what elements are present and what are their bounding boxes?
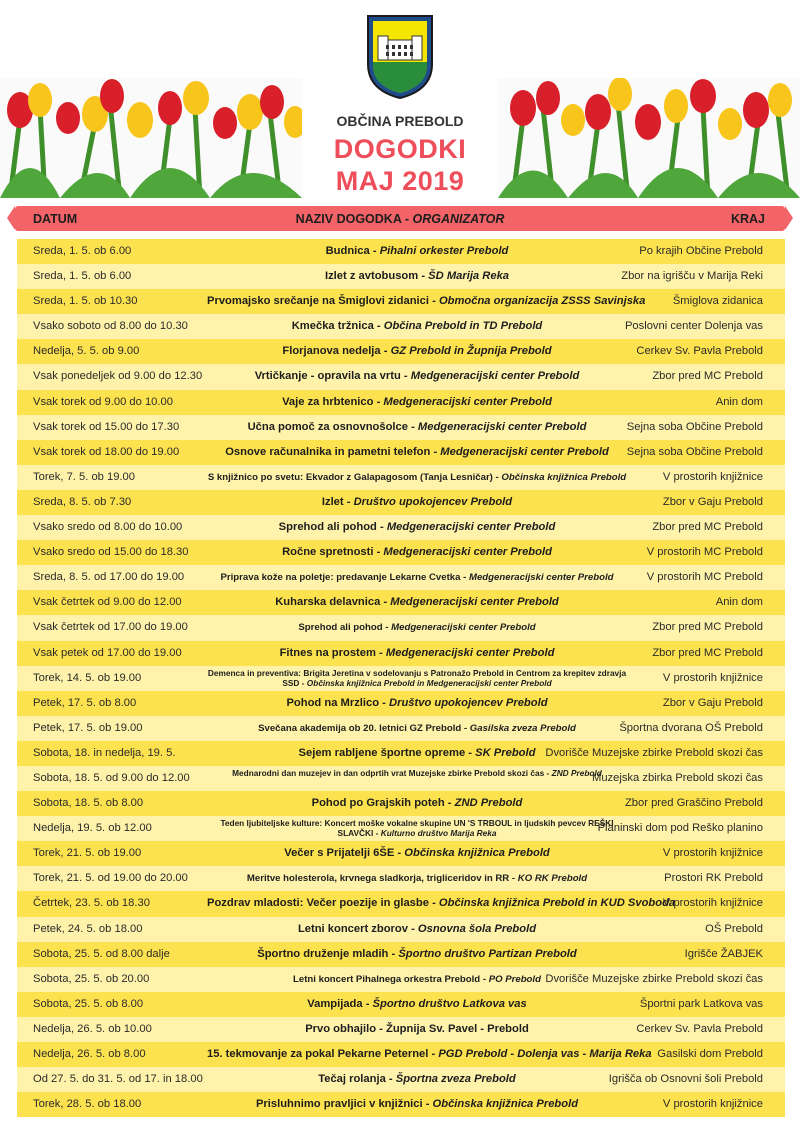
event-organizer: PO Prebold bbox=[488, 973, 541, 985]
table-row bbox=[17, 942, 785, 967]
column-header-event: NAZIV DOGODKA - ORGANIZATOR bbox=[295, 212, 505, 226]
event-title: S knjižnico po svetu: Ekvador z Galapagosom (Tanja Lesničar) bbox=[207, 471, 493, 483]
event-organizer: Pihalni orkester Prebold bbox=[379, 245, 509, 257]
event-title: Letni koncert zborov bbox=[297, 922, 408, 935]
event-name: Svečana akademija ob 20. letnici GZ Prebold - Gasilska zveza Prebold bbox=[258, 722, 576, 734]
event-place: Zbor v Gaju Prebold bbox=[662, 696, 763, 709]
column-header-date: DATUM bbox=[33, 212, 78, 226]
event-organizer: Občina Prebold in TD Prebold bbox=[383, 320, 543, 333]
event-name: Demenca in preventiva: Brigita Jeretina v sodelovanju s Patronažo Prebold in Centrom za krepitev zdravja SSD - Občinska knjižnica Prebold in Medgeneracijski center Prebold bbox=[207, 667, 627, 688]
event-place: Anin dom bbox=[715, 395, 763, 408]
event-name: Florjanova nedelja - GZ Prebold in Župnija Prebold bbox=[282, 345, 552, 358]
events-table bbox=[17, 239, 785, 1117]
event-place: Športni park Latkova vas bbox=[639, 997, 763, 1010]
poster-title: DOGODKI bbox=[333, 134, 467, 164]
event-title: Sprehod ali pohod bbox=[298, 622, 383, 634]
event-date: Sreda, 1. 5. ob 10.30 bbox=[33, 295, 138, 308]
event-organizer: Medgeneracijski center Prebold bbox=[390, 596, 559, 609]
event-place: Zbor v Gaju Prebold bbox=[662, 495, 763, 508]
event-date: Od 27. 5. do 31. 5. od 17. in 18.00 bbox=[33, 1073, 203, 1086]
event-place: V prostorih knjižnice bbox=[662, 671, 763, 684]
event-name: Pozdrav mladosti: Večer poezije in glasbe - Občinska knjižnica Prebold in KUD Svoboda bbox=[207, 897, 676, 910]
event-name: Ročne spretnosti - Medgeneracijski center Prebold bbox=[282, 546, 552, 559]
event-name: Prvomajsko srečanje na Šmiglovi zidanici - Območna organizacija ZSSS Savinjska bbox=[207, 295, 646, 308]
event-date: Vsak torek od 9.00 do 10.00 bbox=[33, 395, 173, 408]
table-row bbox=[17, 289, 785, 314]
table-row bbox=[17, 264, 785, 289]
event-date: Vsak torek od 18.00 do 19.00 bbox=[33, 445, 180, 458]
table-row bbox=[17, 791, 785, 816]
event-place: Cerkev Sv. Pavla Prebold bbox=[636, 1022, 763, 1035]
event-organizer: Medgeneracijski center Prebold bbox=[468, 572, 614, 584]
event-title: Fitnes na prostem bbox=[279, 646, 376, 659]
event-place: Cerkev Sv. Pavla Prebold bbox=[636, 345, 763, 358]
poster-subtitle: MAJ 2019 bbox=[335, 166, 465, 196]
event-date: Vsako sredo od 8.00 do 10.00 bbox=[33, 521, 183, 534]
event-title: Prvo obhajilo - Župnija Sv. Pavel - Prebold bbox=[305, 1022, 529, 1035]
event-name: S knjižnico po svetu: Ekvador z Galapagosom (Tanja Lesničar) - Občinska knjižnica Prebold bbox=[207, 471, 627, 483]
event-title: Sejem rabljene športne opreme bbox=[298, 746, 466, 759]
event-organizer: KO RK Prebold bbox=[517, 873, 588, 885]
event-organizer: Gasilska zveza Prebold bbox=[469, 722, 576, 734]
event-place: Dvorišče Muzejske zbirke Prebold skozi čas bbox=[545, 746, 763, 759]
table-row bbox=[17, 314, 785, 339]
event-date: Četrtek, 23. 5. ob 18.30 bbox=[33, 897, 150, 910]
event-title: Športno druženje mladih bbox=[257, 947, 389, 960]
page-header bbox=[0, 0, 800, 200]
event-title: Letni koncert Pihalnega orkestra Prebold bbox=[293, 973, 481, 985]
event-name: Učna pomoč za osnovnošolce - Medgeneracijski center Prebold bbox=[247, 420, 587, 433]
event-place: Zbor pred MC Prebold bbox=[652, 621, 763, 634]
event-date: Sobota, 18. 5. ob 8.00 bbox=[33, 797, 144, 810]
event-date: Vsako sredo od 15.00 do 18.30 bbox=[33, 546, 189, 559]
event-place: V prostorih MC Prebold bbox=[646, 546, 763, 559]
event-date: Sobota, 25. 5. ob 20.00 bbox=[33, 972, 150, 985]
event-date: Nedelja, 26. 5. ob 8.00 bbox=[33, 1048, 146, 1060]
event-place: Prostori RK Prebold bbox=[664, 872, 763, 885]
table-row bbox=[17, 716, 785, 741]
event-organizer: GZ Prebold in Župnija Prebold bbox=[390, 345, 552, 358]
event-place: Dvorišče Muzejske zbirke Prebold skozi čas bbox=[545, 972, 763, 985]
table-row bbox=[17, 390, 785, 415]
event-name: Športno druženje mladih - Športno društvo Partizan Prebold bbox=[257, 947, 577, 960]
event-organizer: Društvo upokojencev Prebold bbox=[353, 495, 513, 508]
event-name: Tečaj rolanja - Športna zveza Prebold bbox=[318, 1073, 516, 1086]
column-header-place: KRAJ bbox=[730, 212, 765, 226]
event-organizer: Medgeneracijski center Prebold bbox=[386, 521, 556, 534]
table-row bbox=[17, 339, 785, 364]
event-title: Izlet z avtobusom bbox=[324, 270, 419, 283]
event-organizer: Medgeneracijski center Prebold bbox=[385, 646, 555, 659]
event-title: Prvomajsko srečanje na Šmiglovi zidanici bbox=[207, 295, 429, 308]
event-date: Vsak torek od 15.00 do 17.30 bbox=[33, 420, 180, 433]
event-organizer: ZND Prebold bbox=[454, 797, 523, 810]
event-title: Tečaj rolanja bbox=[318, 1073, 386, 1086]
event-date: Sreda, 8. 5. od 17.00 do 19.00 bbox=[33, 571, 185, 584]
table-row bbox=[17, 1067, 785, 1092]
event-organizer: Medgeneracijski center Prebold bbox=[383, 395, 552, 408]
event-name: Letni koncert zborov - Osnovna šola Prebold bbox=[297, 922, 537, 935]
event-title: Pozdrav mladosti: Večer poezije in glasbe bbox=[207, 897, 429, 910]
table-row bbox=[17, 1042, 785, 1067]
event-name: Sejem rabljene športne opreme - SK Prebold bbox=[298, 746, 536, 759]
event-name: Fitnes na prostem - Medgeneracijski center Prebold bbox=[279, 646, 555, 659]
event-name: Prisluhnimo pravljici v knjižnici - Občinska knjižnica Prebold bbox=[255, 1098, 579, 1111]
event-title: Ročne spretnosti bbox=[282, 546, 374, 559]
table-row bbox=[17, 741, 785, 766]
event-organizer: Športna zveza Prebold bbox=[395, 1073, 516, 1086]
tulip-photo-left bbox=[0, 78, 302, 198]
event-organizer: Občinska knjižnica Prebold in KUD Svoboda bbox=[438, 897, 676, 910]
event-place: Igrišče ŽABJEK bbox=[684, 947, 763, 960]
event-date: Torek, 14. 5. ob 19.00 bbox=[33, 671, 142, 684]
table-row bbox=[17, 866, 785, 891]
event-date: Sreda, 1. 5. ob 6.00 bbox=[33, 245, 132, 257]
table-row bbox=[17, 615, 785, 640]
event-organizer: Medgeneracijski center Prebold bbox=[440, 445, 609, 458]
event-title: Vaje za hrbtenico bbox=[282, 395, 374, 408]
event-name: Pohod na Mrzlico - Društvo upokojencev Prebold bbox=[286, 696, 548, 709]
event-organizer: Medgeneracijski center Prebold bbox=[417, 420, 587, 433]
table-row bbox=[17, 465, 785, 490]
table-row bbox=[17, 841, 785, 866]
table-row bbox=[17, 891, 785, 916]
table-row bbox=[17, 565, 785, 590]
table-row bbox=[17, 239, 785, 264]
table-row bbox=[17, 967, 785, 992]
event-organizer: Območna organizacija ZSSS Savinjska bbox=[438, 295, 646, 308]
table-row bbox=[17, 641, 785, 666]
event-date: Petek, 17. 5. ob 8.00 bbox=[33, 696, 137, 709]
table-row bbox=[17, 917, 785, 942]
event-name: Izlet z avtobusom - ŠD Marija Reka bbox=[324, 270, 510, 283]
event-organizer: Športno društvo Partizan Prebold bbox=[398, 947, 577, 960]
event-organizer: ZND Prebold bbox=[551, 767, 602, 778]
event-date: Nedelja, 19. 5. ob 12.00 bbox=[33, 822, 152, 835]
event-title: Sprehod ali pohod bbox=[278, 521, 377, 534]
table-row bbox=[17, 992, 785, 1017]
table-row bbox=[17, 540, 785, 565]
event-name: Teden ljubiteljske kulture: Koncert moške vokalne skupine UN 'S TRBOUL in ljudskih pevcev REŠKI SLAVČKI - Kulturno društvo Marija Reka bbox=[220, 818, 614, 839]
municipality-crest-icon bbox=[366, 14, 434, 100]
event-date: Sobota, 25. 5. od 8.00 dalje bbox=[33, 947, 170, 960]
event-date: Nedelja, 26. 5. ob 10.00 bbox=[33, 1022, 152, 1035]
event-title: Osnove računalnika in pametni telefon bbox=[225, 445, 431, 458]
event-place: V prostorih knjižnice bbox=[662, 1098, 763, 1111]
event-place: Šmiglova zidanica bbox=[672, 295, 763, 308]
event-title: Svečana akademija ob 20. letnici GZ Prebold bbox=[258, 722, 462, 734]
event-place: Po krajih Občine Prebold bbox=[639, 245, 763, 257]
event-organizer: Društvo upokojencev Prebold bbox=[389, 696, 548, 709]
event-name: Kmečka tržnica - Občina Prebold in TD Prebold bbox=[291, 320, 543, 333]
event-place: Anin dom bbox=[715, 596, 763, 609]
event-date: Sreda, 8. 5. ob 7.30 bbox=[33, 495, 132, 508]
event-title: Pohod na Mrzlico bbox=[286, 696, 380, 709]
event-date: Nedelja, 5. 5. ob 9.00 bbox=[33, 345, 140, 358]
event-organizer: ŠD Marija Reka bbox=[428, 270, 510, 283]
event-place: Gasilski dom Prebold bbox=[657, 1048, 763, 1060]
event-place: Sejna soba Občine Prebold bbox=[626, 445, 763, 458]
table-row bbox=[17, 766, 785, 791]
event-organizer: Občinska knjižnica Prebold in Medgeneracijski center Prebold bbox=[306, 677, 552, 688]
table-row bbox=[17, 490, 785, 515]
table-row bbox=[17, 1017, 785, 1042]
event-name: Mednarodni dan muzejev in dan odprtih vrat Muzejske zbirke Prebold skozi čas - ZND Prebold bbox=[232, 767, 602, 778]
event-title: Prisluhnimo pravljici v knjižnici bbox=[255, 1098, 423, 1111]
event-organizer: Športno društvo Latkova vas bbox=[372, 997, 527, 1010]
event-title: Demenca in preventiva: Brigita Jeretina v sodelovanju s Patronažo Prebold in Centrom za krepitev zdravja SSD bbox=[207, 667, 627, 688]
event-place: V prostorih knjižnice bbox=[662, 470, 763, 483]
event-title: 15. tekmovanje za pokal Pekarne Peternel bbox=[207, 1048, 429, 1060]
event-place: OŠ Prebold bbox=[705, 922, 763, 935]
event-organizer: Osnovna šola Prebold bbox=[417, 922, 537, 935]
event-date: Torek, 21. 5. od 19.00 do 20.00 bbox=[33, 872, 188, 885]
event-title: Meritve holesterola, krvnega sladkorja, trigliceridov in RR bbox=[246, 873, 510, 885]
event-name: Vampijada - Športno društvo Latkova vas bbox=[307, 997, 527, 1010]
event-place: V prostorih MC Prebold bbox=[646, 571, 763, 584]
event-title: Pohod po Grajskih poteh bbox=[311, 797, 445, 810]
event-name: Izlet - Društvo upokojencev Prebold bbox=[321, 495, 513, 508]
event-title: Priprava kože na poletje: predavanje Lekarne Cvetka bbox=[220, 572, 461, 584]
tulip-photo-right bbox=[498, 78, 800, 198]
event-title: Večer s Prijatelji 6ŠE bbox=[284, 847, 395, 860]
event-place: Zbor pred Graščino Prebold bbox=[624, 797, 763, 810]
event-organizer: Občinska knjižnica Prebold bbox=[501, 471, 627, 483]
event-name bbox=[207, 1023, 627, 1035]
event-name: Letni koncert Pihalnega orkestra Prebold - PO Prebold bbox=[293, 973, 541, 985]
event-date: Sobota, 18. in nedelja, 19. 5. bbox=[33, 746, 176, 759]
event-title: Učna pomoč za osnovnošolce bbox=[247, 420, 408, 433]
event-place: Zbor na igrišču v Marija Reki bbox=[621, 270, 763, 283]
event-place: Zbor pred MC Prebold bbox=[652, 521, 763, 534]
event-date: Vsak četrtek od 9.00 do 12.00 bbox=[33, 596, 182, 609]
event-title: Vampijada bbox=[307, 997, 363, 1010]
event-place: Muzejska zbirka Prebold skozi čas bbox=[592, 771, 763, 784]
event-title: Budnica bbox=[325, 245, 370, 257]
table-row bbox=[17, 415, 785, 440]
event-organizer: Medgeneracijski center Prebold bbox=[391, 622, 536, 634]
event-name: Večer s Prijatelji 6ŠE - Občinska knjižnica Prebold bbox=[284, 847, 550, 860]
municipality-name: OBČINA PREBOLD bbox=[336, 113, 464, 129]
event-place: Zbor pred MC Prebold bbox=[652, 646, 763, 659]
event-name: Meritve holesterola, krvnega sladkorja, trigliceridov in RR - KO RK Prebold bbox=[246, 873, 588, 885]
event-date: Vsak četrtek od 17.00 do 19.00 bbox=[33, 621, 188, 634]
event-name: Vrtičkanje - opravila na vrtu - Medgeneracijski center Prebold bbox=[254, 370, 580, 383]
event-name: Kuharska delavnica - Medgeneracijski center Prebold bbox=[275, 596, 559, 609]
event-title: Teden ljubiteljske kulture: Koncert moške vokalne skupine UN 'S TRBOUL in ljudskih pevcev REŠKI SLAVČKI bbox=[220, 818, 614, 839]
event-title: Kuharska delavnica bbox=[275, 596, 381, 609]
event-name: Sprehod ali pohod - Medgeneracijski center Prebold bbox=[278, 521, 556, 534]
event-title: Vrtičkanje - opravila na vrtu bbox=[254, 370, 401, 383]
table-row bbox=[17, 691, 785, 716]
event-date: Sreda, 1. 5. ob 6.00 bbox=[33, 270, 132, 283]
table-row bbox=[17, 440, 785, 465]
table-row bbox=[17, 364, 785, 389]
event-date: Torek, 7. 5. ob 19.00 bbox=[33, 470, 135, 483]
event-organizer: Kulturno društvo Marija Reka bbox=[380, 828, 497, 839]
event-title: Mednarodni dan muzejev in dan odprtih vrat Muzejske zbirke Prebold skozi čas bbox=[232, 767, 545, 778]
event-date: Vsak petek od 17.00 do 19.00 bbox=[33, 646, 182, 659]
event-organizer: Medgeneracijski center Prebold bbox=[383, 546, 552, 559]
event-organizer: SK Prebold bbox=[475, 746, 536, 759]
event-date: Vsak ponedeljek od 9.00 do 12.30 bbox=[33, 370, 203, 383]
event-name: Vaje za hrbtenico - Medgeneracijski center Prebold bbox=[282, 395, 552, 408]
table-row bbox=[17, 590, 785, 615]
event-date: Vsako soboto od 8.00 do 10.30 bbox=[33, 320, 188, 333]
event-date: Petek, 24. 5. ob 18.00 bbox=[33, 922, 143, 935]
event-title: Kmečka tržnica bbox=[291, 320, 374, 333]
event-name: Osnove računalnika in pametni telefon - Medgeneracijski center Prebold bbox=[225, 445, 609, 458]
table-row bbox=[17, 515, 785, 540]
event-date: Sobota, 25. 5. ob 8.00 bbox=[33, 997, 144, 1010]
event-place: Športna dvorana OŠ Prebold bbox=[619, 721, 763, 734]
event-organizer: Medgeneracijski center Prebold bbox=[410, 370, 580, 383]
event-place: V prostorih knjižnice bbox=[662, 847, 763, 860]
table-row bbox=[17, 1092, 785, 1117]
table-header bbox=[15, 206, 785, 231]
event-title: Izlet bbox=[321, 495, 344, 508]
event-place: Zbor pred MC Prebold bbox=[652, 370, 763, 383]
event-name: 15. tekmovanje za pokal Pekarne Peternel - PGD Prebold - Dolenja vas - Marija Reka bbox=[207, 1048, 652, 1060]
event-title: Florjanova nedelja bbox=[282, 345, 381, 358]
event-place: Sejna soba Občine Prebold bbox=[626, 420, 763, 433]
event-place: Planinski dom pod Reško planino bbox=[597, 822, 763, 835]
event-place: Poslovni center Dolenja vas bbox=[624, 320, 763, 333]
event-name: Sprehod ali pohod - Medgeneracijski center Prebold bbox=[298, 622, 536, 634]
event-place: Igrišča ob Osnovni šoli Prebold bbox=[608, 1073, 763, 1086]
event-organizer: Občinska knjižnica Prebold bbox=[404, 847, 550, 860]
event-organizer: Občinska knjižnica Prebold bbox=[432, 1098, 579, 1111]
event-place: V prostorih knjižnice bbox=[662, 897, 763, 910]
event-date: Torek, 28. 5. ob 18.00 bbox=[33, 1098, 142, 1111]
event-name: Pohod po Grajskih poteh - ZND Prebold bbox=[311, 797, 523, 810]
table-row bbox=[17, 816, 785, 841]
event-name: Budnica - Pihalni orkester Prebold bbox=[325, 245, 509, 257]
event-organizer: PGD Prebold - Dolenja vas - Marija Reka bbox=[438, 1048, 652, 1060]
event-date: Torek, 21. 5. ob 19.00 bbox=[33, 847, 142, 860]
event-date: Sobota, 18. 5. od 9.00 do 12.00 bbox=[33, 771, 190, 784]
event-date: Petek, 17. 5. ob 19.00 bbox=[33, 721, 143, 734]
event-name: Priprava kože na poletje: predavanje Lekarne Cvetka - Medgeneracijski center Prebold bbox=[220, 572, 614, 584]
table-row bbox=[17, 666, 785, 691]
